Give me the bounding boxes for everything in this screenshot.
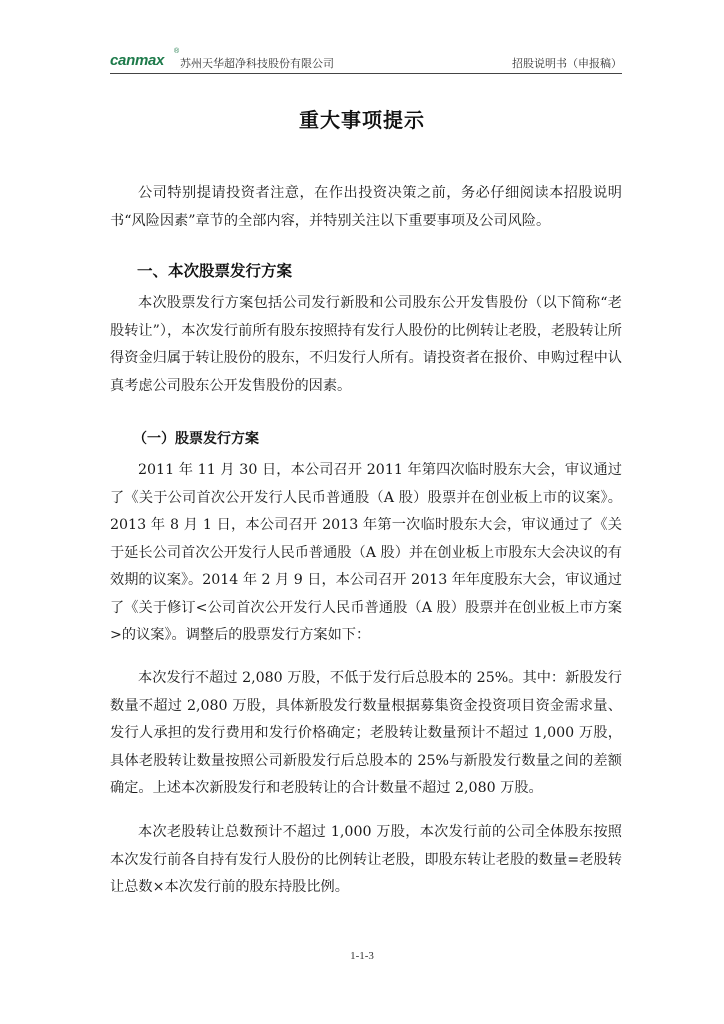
intro-paragraph: 公司特别提请投资者注意，在作出投资决策之前，务必仔细阅读本招股说明书“风险因素”章节的全部内容，并特别关注以下重要事项及公司风险。	[110, 185, 622, 229]
section-paragraph: 本次股票发行方案包括公司发行新股和公司股东公开发售股份（以下简称“老股转让”），本次发行前所有股东按照持有发行人股份的比例转让老股，老股转让所得资金归属于转让股份的股东，不归发行人所有。请投资者在报价、申购过程中认真考虑公司股东公开发售股份的因素。	[110, 295, 622, 394]
subsection-paragraph-3: 本次老股转让总数预计不超过 1,000 万股，本次发行前的公司全体股东按照本次发行前各自持有发行人股份的比例转让老股，即股东转让老股的数量=老股转让总数×本次发行前的股东持股比例。	[110, 824, 622, 895]
section-heading: 一、本次股票发行方案	[137, 262, 293, 280]
page-header	[110, 50, 622, 74]
subsection-paragraph-2: 本次发行不超过 2,080 万股，不低于发行后总股本的 25%。其中：新股发行数量不超过 2,080 万股，具体新股发行数量根据募集资金投资项目资金需求量、发行人承担的发行费用和发行价格确定；老股转让数量预计不超过 1,000 万股，具体老股转让数量按照公司新股发行后总股本的 25%与新股发行数量之间的差额确定。上述本次新股发行和老股转让的合计数量不超过 2,080 万股。	[110, 670, 622, 796]
company-logo: canmax	[110, 52, 165, 69]
header-divider	[110, 73, 622, 74]
subsection-paragraph-1: 2011 年 11 月 30 日，本公司召开 2011 年第四次临时股东大会，审议通过了《关于公司首次公开发行人民币普通股（A 股）股票并在创业板上市的议案》。2013 年 8 月 1 日，本公司召开 2013 年第一次临时股东大会，审议通过了《关于延长公司首次公开发行人民币普通股（A 股）并在创业板上市股东大会决议的有效期的议案》。2014 年 2 月 9 日，本公司召开 2013 年年度股东大会，审议通过了《关于修订<公司首次公开发行人民币普通股（A 股）股票并在创业板上市方案>的议案》。调整后的股票发行方案如下：	[110, 462, 622, 643]
page-number: 1-1-3	[350, 950, 374, 962]
company-name: 苏州天华超净科技股份有限公司	[180, 57, 334, 70]
document-type: 招股说明书（申报稿）	[512, 57, 622, 70]
registered-mark-icon: ®	[174, 48, 180, 55]
subsection-heading: （一）股票发行方案	[133, 431, 259, 447]
page-title: 重大事项提示	[299, 108, 425, 132]
